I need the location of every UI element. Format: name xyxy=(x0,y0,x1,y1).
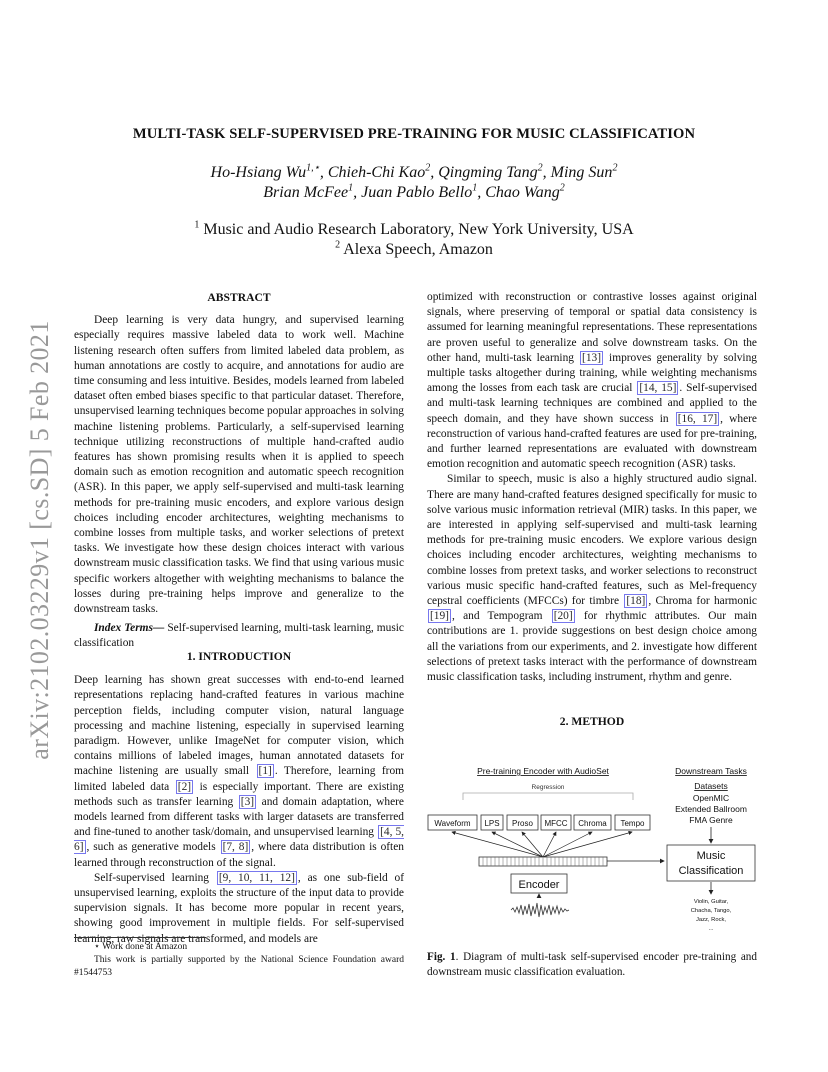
citation-link[interactable]: [3] xyxy=(240,795,255,808)
citation-link[interactable]: [13] xyxy=(582,351,602,364)
abstract-section xyxy=(74,290,404,652)
citation-link[interactable]: [9, 10, 11, 12] xyxy=(218,871,295,884)
audio-waveform xyxy=(511,903,569,917)
worker-waveform xyxy=(428,815,477,830)
worker-mfcc xyxy=(541,815,571,830)
citation-link[interactable]: [7, 8] xyxy=(222,841,249,854)
regression-label: Regression xyxy=(531,784,565,791)
regression-bracket xyxy=(463,793,633,800)
affiliation-1: $^1$ Music and Audio Research Laboratory, New York University, USA xyxy=(194,219,634,238)
citation-link[interactable]: [1] xyxy=(258,765,272,778)
authors-line-2: Brian McFee$^1$, Juan Pablo Bello$^1$, Chao Wang$^2$ xyxy=(263,182,565,201)
worker-proso xyxy=(507,815,538,830)
dataset-extended-ballroom: Extended Ballroom xyxy=(675,804,747,814)
method-heading: 2. METHOD xyxy=(559,715,625,728)
right-column-text xyxy=(427,290,757,685)
footnote-1: ⋆ Work done at Amazon xyxy=(94,942,188,952)
svg-text:Classification: Classification xyxy=(678,865,744,877)
svg-text:MFCC: MFCC xyxy=(544,819,568,828)
citation-link[interactable]: [18] xyxy=(626,595,646,608)
affiliations xyxy=(0,220,828,260)
dataset-openmic: OpenMIC xyxy=(692,793,730,803)
intro-paragraph-2: Self-supervised learning [9, 10, 11, 12] , as one sub-field of unsupervised learning, exploits the structure of the input data to provide supervision signals. It has become more popular in recent years, showing good improvement in multiple fields. For self-supervised learning, raw signals are transformed, and models are xyxy=(74,871,404,945)
embedding-vector xyxy=(479,857,607,866)
worker-chroma xyxy=(574,815,611,830)
worker-tempo xyxy=(615,815,650,830)
encoder-box xyxy=(511,874,567,893)
right-paragraph-1: optimized with reconstruction or contrastive losses against original signals, where preserving of temporal or spatial data consistency is assumed for learning meaningful representations. These representations are proven useful to generalize and solve downstream tasks. On the other hand, multi-task learning [13] improves generality by solving multiple tasks altogether during training, while weighting mechanisms among the losses from each task are crucial [14, 15] . Self-supervised and multi-task learning techniques are combined and applied to the speech domain, and they have shown success in [16, 17] , where reconstruction of various hand-crafted features are used for pre-training, and further learned representations are evaluated with downstream emotion recognition and automatic speech recognition (ASR) tasks. xyxy=(427,291,757,471)
introduction-section xyxy=(74,649,404,947)
citation-link[interactable]: [4, 5, 6] xyxy=(74,826,405,854)
citation-link[interactable]: [2] xyxy=(177,780,192,793)
worker-lps xyxy=(481,815,503,830)
class-labels-ellipsis: ... xyxy=(708,926,714,932)
svg-text:LPS: LPS xyxy=(484,819,500,828)
arxiv-identifier: arXiv:2102.03229v1 [cs.SD] 5 Feb 2021 xyxy=(25,320,54,760)
index-terms: Index Terms— Self-supervised learning, multi-task learning, music classification xyxy=(74,622,404,650)
citation-link[interactable]: [19] xyxy=(430,610,449,623)
citation-link[interactable]: [16, 17] xyxy=(677,412,718,425)
right-paragraph-2: Similar to speech, music is also a highly structured audio signal. There are many hand-crafted features designed specifically for music to solve various music information retrieval (MIR) tasks. In this paper, we are interested in applying self-supervised and multi-task learning methods for pre-training music encoders. We explore various design choices including encoder architectures, weighting mechanisms to combine losses from pretext tasks, and worker selections to reconstruct various music specific hand-crafted features, such as Mel-frequency cepstral coefficients (MFCCs) for timbre [18] , Chroma for harmonic [19] , and Tempogram [20] for rhythmic attributes. Our main contributions are 1. provide suggestions on best design choice among all the variations from our experiments, and 2. investigate how different selections of pretext tasks interact with the performance of downstream music classification tasks, including instrument, rhythm and genre. xyxy=(427,473,758,684)
footnote-rule xyxy=(74,937,206,938)
citation-link[interactable]: [14, 15] xyxy=(639,382,677,395)
class-labels-line-2: Chacha, Tango, xyxy=(690,908,732,914)
class-labels-line-3: Jazz, Rock, xyxy=(696,917,726,923)
svg-text:Tempo: Tempo xyxy=(620,819,645,828)
intro-paragraph-1: Deep learning has shown great successes with end-to-end learned representations replacing hand-crafted features in various machine perception fields, including computer vision, natural language processing and machine listening, especially in supervised learning paradigm. However, unlike ImageNet for computer vision, which contains millions of labeled images, human annotated datasets for machine listening are usually small [1] . Therefore, learning from limited labeled data [2] is especially important. There are existing methods such as transfer learning [3] and domain adaptation, where models learned from different tasks with larger datasets are transferred and fine-tuned to another task/domain, and unsupervised learning [4, 5, 6] , such as generative models [7, 8] , where data distribution is often learned through reconstruction of the signal. xyxy=(74,674,405,869)
footnote-2: This work is partially supported by the National Science Foundation award #1544753 xyxy=(74,955,404,978)
author-list xyxy=(0,163,828,203)
pretraining-title: Pre-training Encoder with AudioSet xyxy=(477,766,609,776)
datasets-title: Datasets xyxy=(694,781,728,791)
abstract-text: Deep learning is very data hungry, and supervised learning especially requires massive labeled data to work well. Machine listening research often suffers from limited labeled data problem, as human annotations are costly to acquire, and annotations for audio are time consuming and less intuitive. Besides, models learned from labeled dataset often embed biases specific to that particular dataset. Therefore, unsupervised learning techniques become popular approaches in solving machine listening problems. Particularly, a self-supervised learning technique utilizing reconstructions of multiple hand-crafted audio features has shown promising results when it is applied to speech domain such as emotion recognition and automatic speech recognition (ASR). In this paper, we apply self-supervised and multi-task learning methods for pre-training music encoders, and explore various design choices including encoder architectures, weighting mechanisms to combine losses from multiple tasks, and worker selections of pretext tasks. We investigate how these design choices interact with various downstream music classification tasks. We find that using various music specific workers altogether with weighting mechanisms to balance the losses during pre-training helps improve and generalize to the downstream tasks. xyxy=(74,314,404,616)
citation-link[interactable]: [20] xyxy=(553,610,573,623)
svg-text:Encoder: Encoder xyxy=(518,879,560,891)
paper-title: MULTI-TASK SELF-SUPERVISED PRE-TRAINING FOR MUSIC CLASSIFICATION xyxy=(132,126,696,142)
authors-line-1: Ho-Hsiang $Wu^{1,⋆}$, Chieh-Chi Kao$^2$, Qingming Tang$^2$, Ming Sun$^2$ xyxy=(210,162,618,181)
downstream-title: Downstream Tasks xyxy=(675,766,747,776)
class-labels-line-1: Violin, Guitar, xyxy=(693,899,729,905)
music-classification-box xyxy=(667,845,755,881)
svg-text:Waveform: Waveform xyxy=(434,819,471,828)
svg-text:Chroma: Chroma xyxy=(578,819,607,828)
svg-text:Music: Music xyxy=(696,850,726,862)
figure-1-caption: Fig. 1. Diagram of multi-task self-supervised encoder pre-training and downstream music classification evaluation. xyxy=(427,951,757,978)
worker-arrows xyxy=(452,832,632,857)
svg-text:Proso: Proso xyxy=(512,819,533,828)
figure-1-diagram xyxy=(427,760,757,935)
dataset-fma-genre: FMA Genre xyxy=(689,815,733,825)
introduction-heading: 1. INTRODUCTION xyxy=(186,650,292,663)
abstract-heading: ABSTRACT xyxy=(207,291,271,304)
affiliation-2: $^2$ Alexa Speech, Amazon xyxy=(335,239,493,258)
